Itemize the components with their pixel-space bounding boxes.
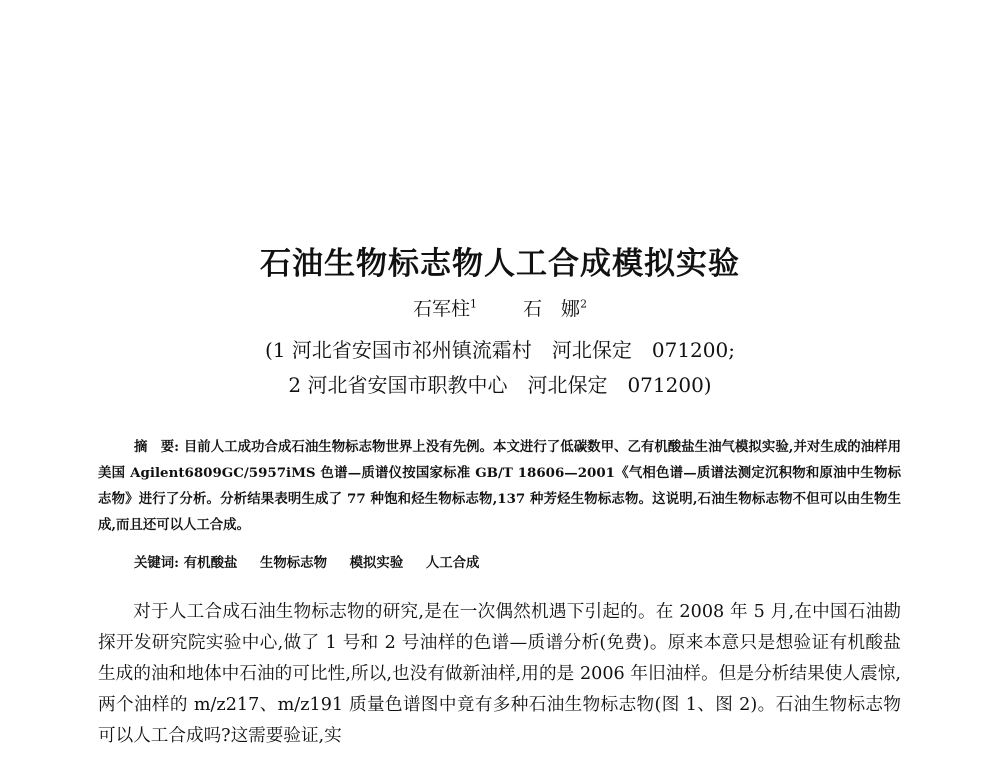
keyword: 人工合成 — [425, 555, 480, 571]
abstract-text: 目前人工成功合成石油生物标志物世界上没有先例。本文进行了低碳数甲、乙有机酸盐生油气模拟实验,并对生成的油样用美国 Agilent6809GC/5957iMS 色谱—质谱仪按国家标准 GB/T 18606—2001《气相色谱—质谱法测定沉积物和原油中生物标志物》进行了分析。分析结果表明生成了 77 种饱和烃生物标志物,137 种芳烃生物标志物。这说明,石油生物标志物不但可以由生物生成,而且还可以人工合成。 — [98, 439, 901, 533]
keyword: 有机酸盐 — [183, 555, 238, 571]
author-name: 石 娜 — [523, 298, 581, 320]
author-affiliation-mark: 2 — [580, 297, 588, 311]
keyword: 模拟实验 — [349, 555, 404, 571]
author-affiliation-mark: 1 — [469, 297, 477, 311]
affiliation-line: (1 河北省安国市祁州镇流霜村 河北保定 071200; — [265, 338, 735, 362]
author-name: 石军柱 — [412, 298, 470, 320]
abstract-label: 摘 要: — [134, 439, 180, 455]
keywords — [134, 552, 901, 571]
affiliation-line: 2 河北省安国市职教中心 河北保定 071200) — [288, 373, 712, 397]
abstract — [98, 434, 901, 538]
author-line — [0, 294, 1000, 321]
keyword: 生物标志物 — [260, 555, 327, 571]
body-paragraph — [98, 597, 901, 752]
paper-title: 石油生物标志物人工合成模拟实验 — [260, 246, 740, 282]
keywords-label: 关键词: — [134, 555, 180, 571]
body-text: 对于人工合成石油生物标志物的研究,是在一次偶然机遇下引起的。在 2008 年 5 月,在中国石油勘探开发研究院实验中心,做了 1 号和 2 号油样的色谱—质谱分析(免费)。原来本意只是想验证有机酸盐生成的油和地体中石油的可比性,所以,也没有做新油样,用的是 2006 年旧油样。但是分析结果使人震惊,两个油样的 m/z217、m/z191 质量色谱图中竟有多种石油生物标志物(图 1、图 2)。石油生物标志物可以人工合成吗?这需要验证,实 — [98, 602, 901, 746]
